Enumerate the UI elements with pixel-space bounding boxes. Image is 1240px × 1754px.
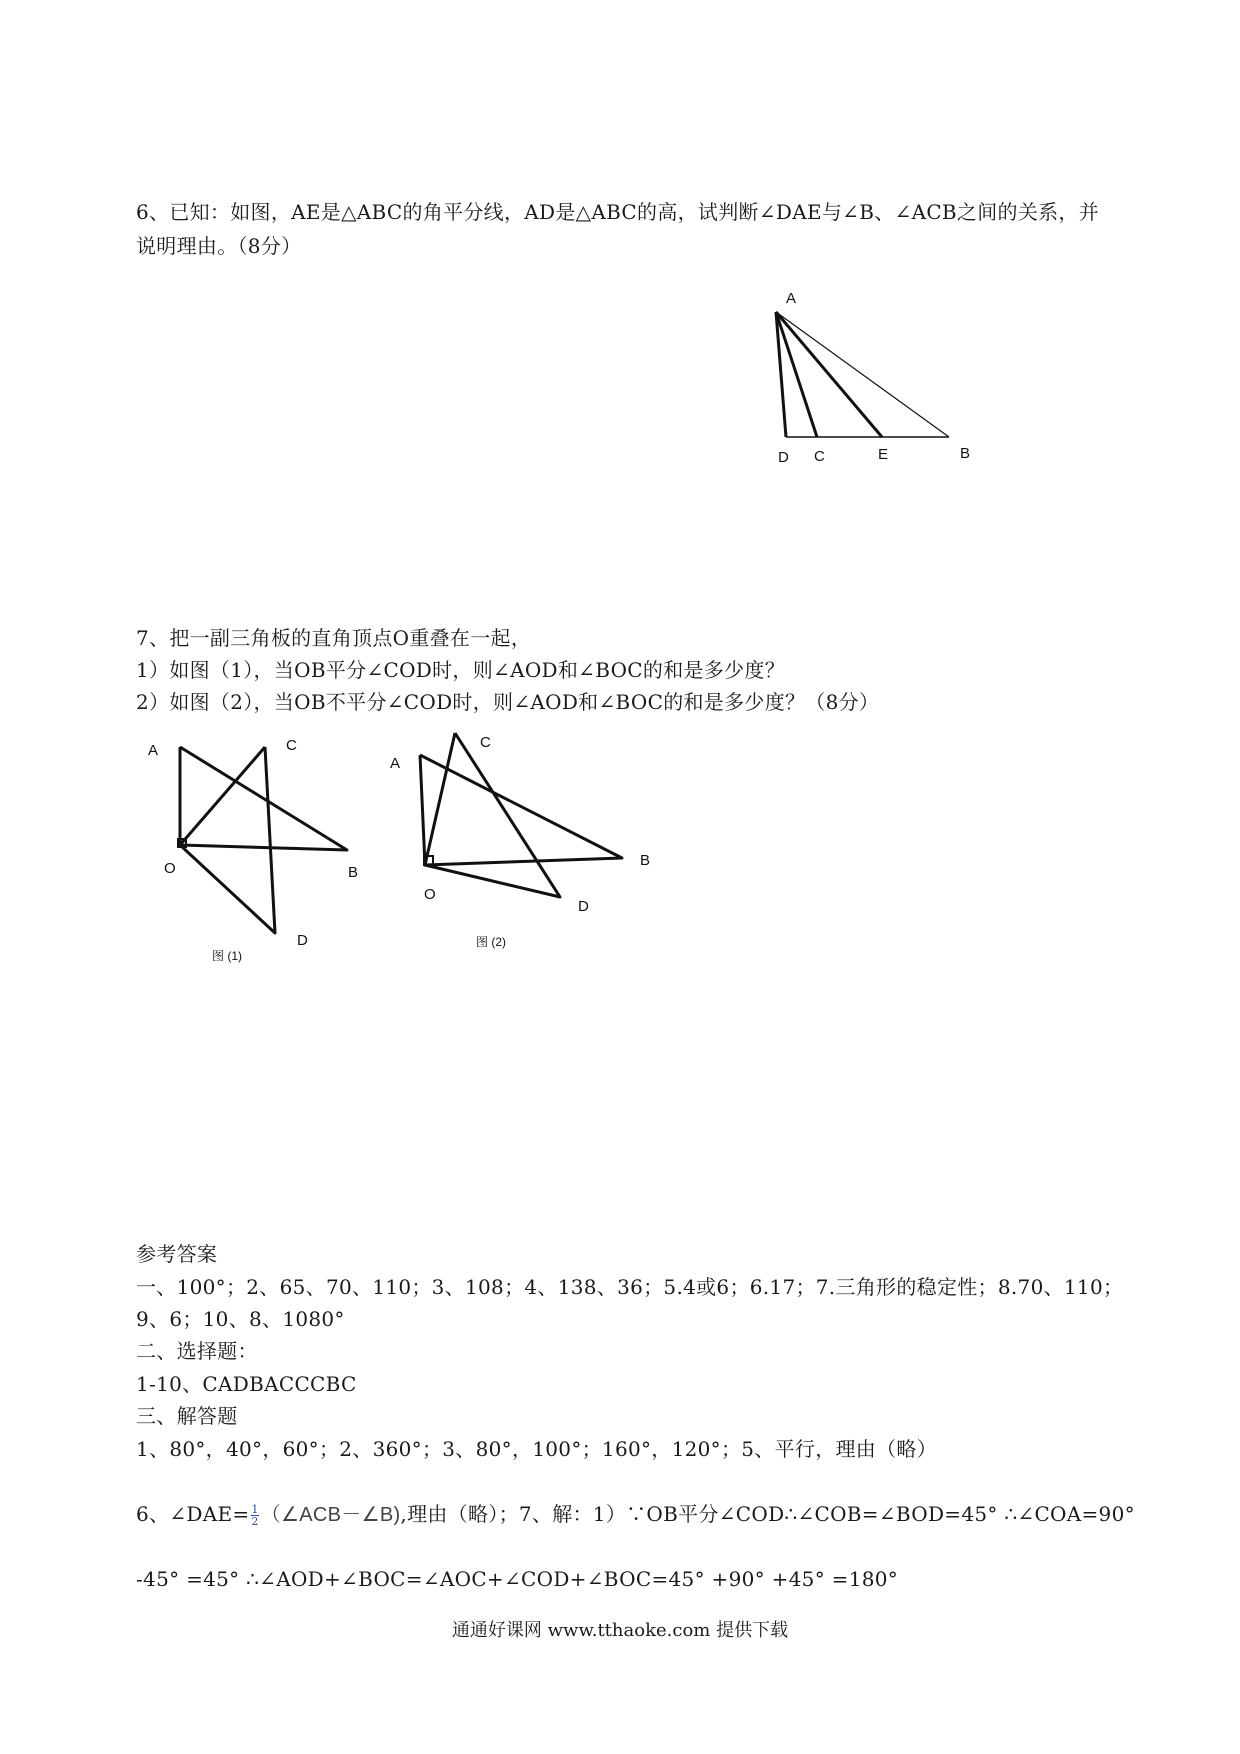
answers-line5: 三、解答题 xyxy=(136,1404,238,1428)
answer6-prefix: 6、∠DAE= xyxy=(136,1502,250,1526)
fig1-label-D: D xyxy=(297,932,308,949)
footer-credit: 通通好课网 www.tthaoke.com 提供下载 xyxy=(451,1620,789,1641)
fig6-label-E: E xyxy=(878,446,889,463)
fig6-label-B: B xyxy=(960,445,971,462)
answers-line2: 9、6；10、8、1080° xyxy=(136,1307,345,1331)
fraction-numerator: 1 xyxy=(251,1503,259,1516)
fig6-label-D: D xyxy=(778,449,789,466)
q7-text-line2: 1）如图（1），当OB平分∠COD时，则∠AOD和∠BOC的和是多少度？ xyxy=(136,658,785,682)
answers-line6: 1、80°，40°，60°；2、360°；3、80°，100°；160°，120°；5、平行，理由（略） xyxy=(136,1437,937,1461)
q6-text-line2: 说明理由。（8分） xyxy=(136,234,302,258)
fig2-label-D: D xyxy=(578,898,589,915)
fig2-label-B: B xyxy=(640,852,651,869)
q7-figure-2 xyxy=(380,720,660,950)
fig1-caption: 图 (1) xyxy=(212,949,243,963)
fig2-label-C: C xyxy=(480,734,491,751)
fig1-label-B: B xyxy=(348,864,359,881)
answer6-suffix: ,理由（略）；7、解：1）∵OB平分∠COD∴∠COB=∠BOD=45° ∴∠COA=90° xyxy=(400,1502,1135,1526)
fig6-label-C: C xyxy=(814,448,825,465)
answer6-expression: （∠ACB－∠B) xyxy=(260,1504,401,1526)
q6-triangle-figure xyxy=(760,285,1000,465)
q7-figure-1 xyxy=(140,735,380,965)
fig1-label-C: C xyxy=(286,737,297,754)
answers-line4: 1-10、CADBACCCBC xyxy=(136,1372,357,1396)
q7-text-line3: 2）如图（2），当OB不平分∠COD时，则∠AOD和∠BOC的和是多少度？（8分） xyxy=(136,690,880,714)
fraction-denominator: 2 xyxy=(251,1515,259,1528)
fig1-label-O: O xyxy=(164,860,176,877)
fig6-label-A: A xyxy=(786,290,797,307)
fig2-caption: 图 (2) xyxy=(476,935,507,949)
answers-title: 参考答案 xyxy=(136,1242,218,1266)
answers-line3: 二、选择题： xyxy=(136,1339,258,1363)
answers-line8: -45° =45° ∴∠AOD+∠BOC=∠AOC+∠COD+∠BOC=45° +90° +45° =180° xyxy=(136,1567,899,1591)
fig2-label-A: A xyxy=(390,755,401,772)
answers-line1: 一、100°；2、65、70、110；3、108；4、138、36；5.4或6；6.17；7.三角形的稳定性；8.70、110； xyxy=(136,1275,1124,1299)
answers-line7 xyxy=(136,1500,1135,1529)
fig1-label-A: A xyxy=(148,742,159,759)
half-fraction xyxy=(251,1504,258,1527)
fig2-label-O: O xyxy=(424,886,436,903)
q6-text-line1: 6、已知：如图，AE是△ABC的角平分线，AD是△ABC的高，试判断∠DAE与∠B、∠ACB之间的关系，并 xyxy=(136,200,1100,224)
q7-text-line1: 7、把一副三角板的直角顶点O重叠在一起， xyxy=(136,626,532,650)
